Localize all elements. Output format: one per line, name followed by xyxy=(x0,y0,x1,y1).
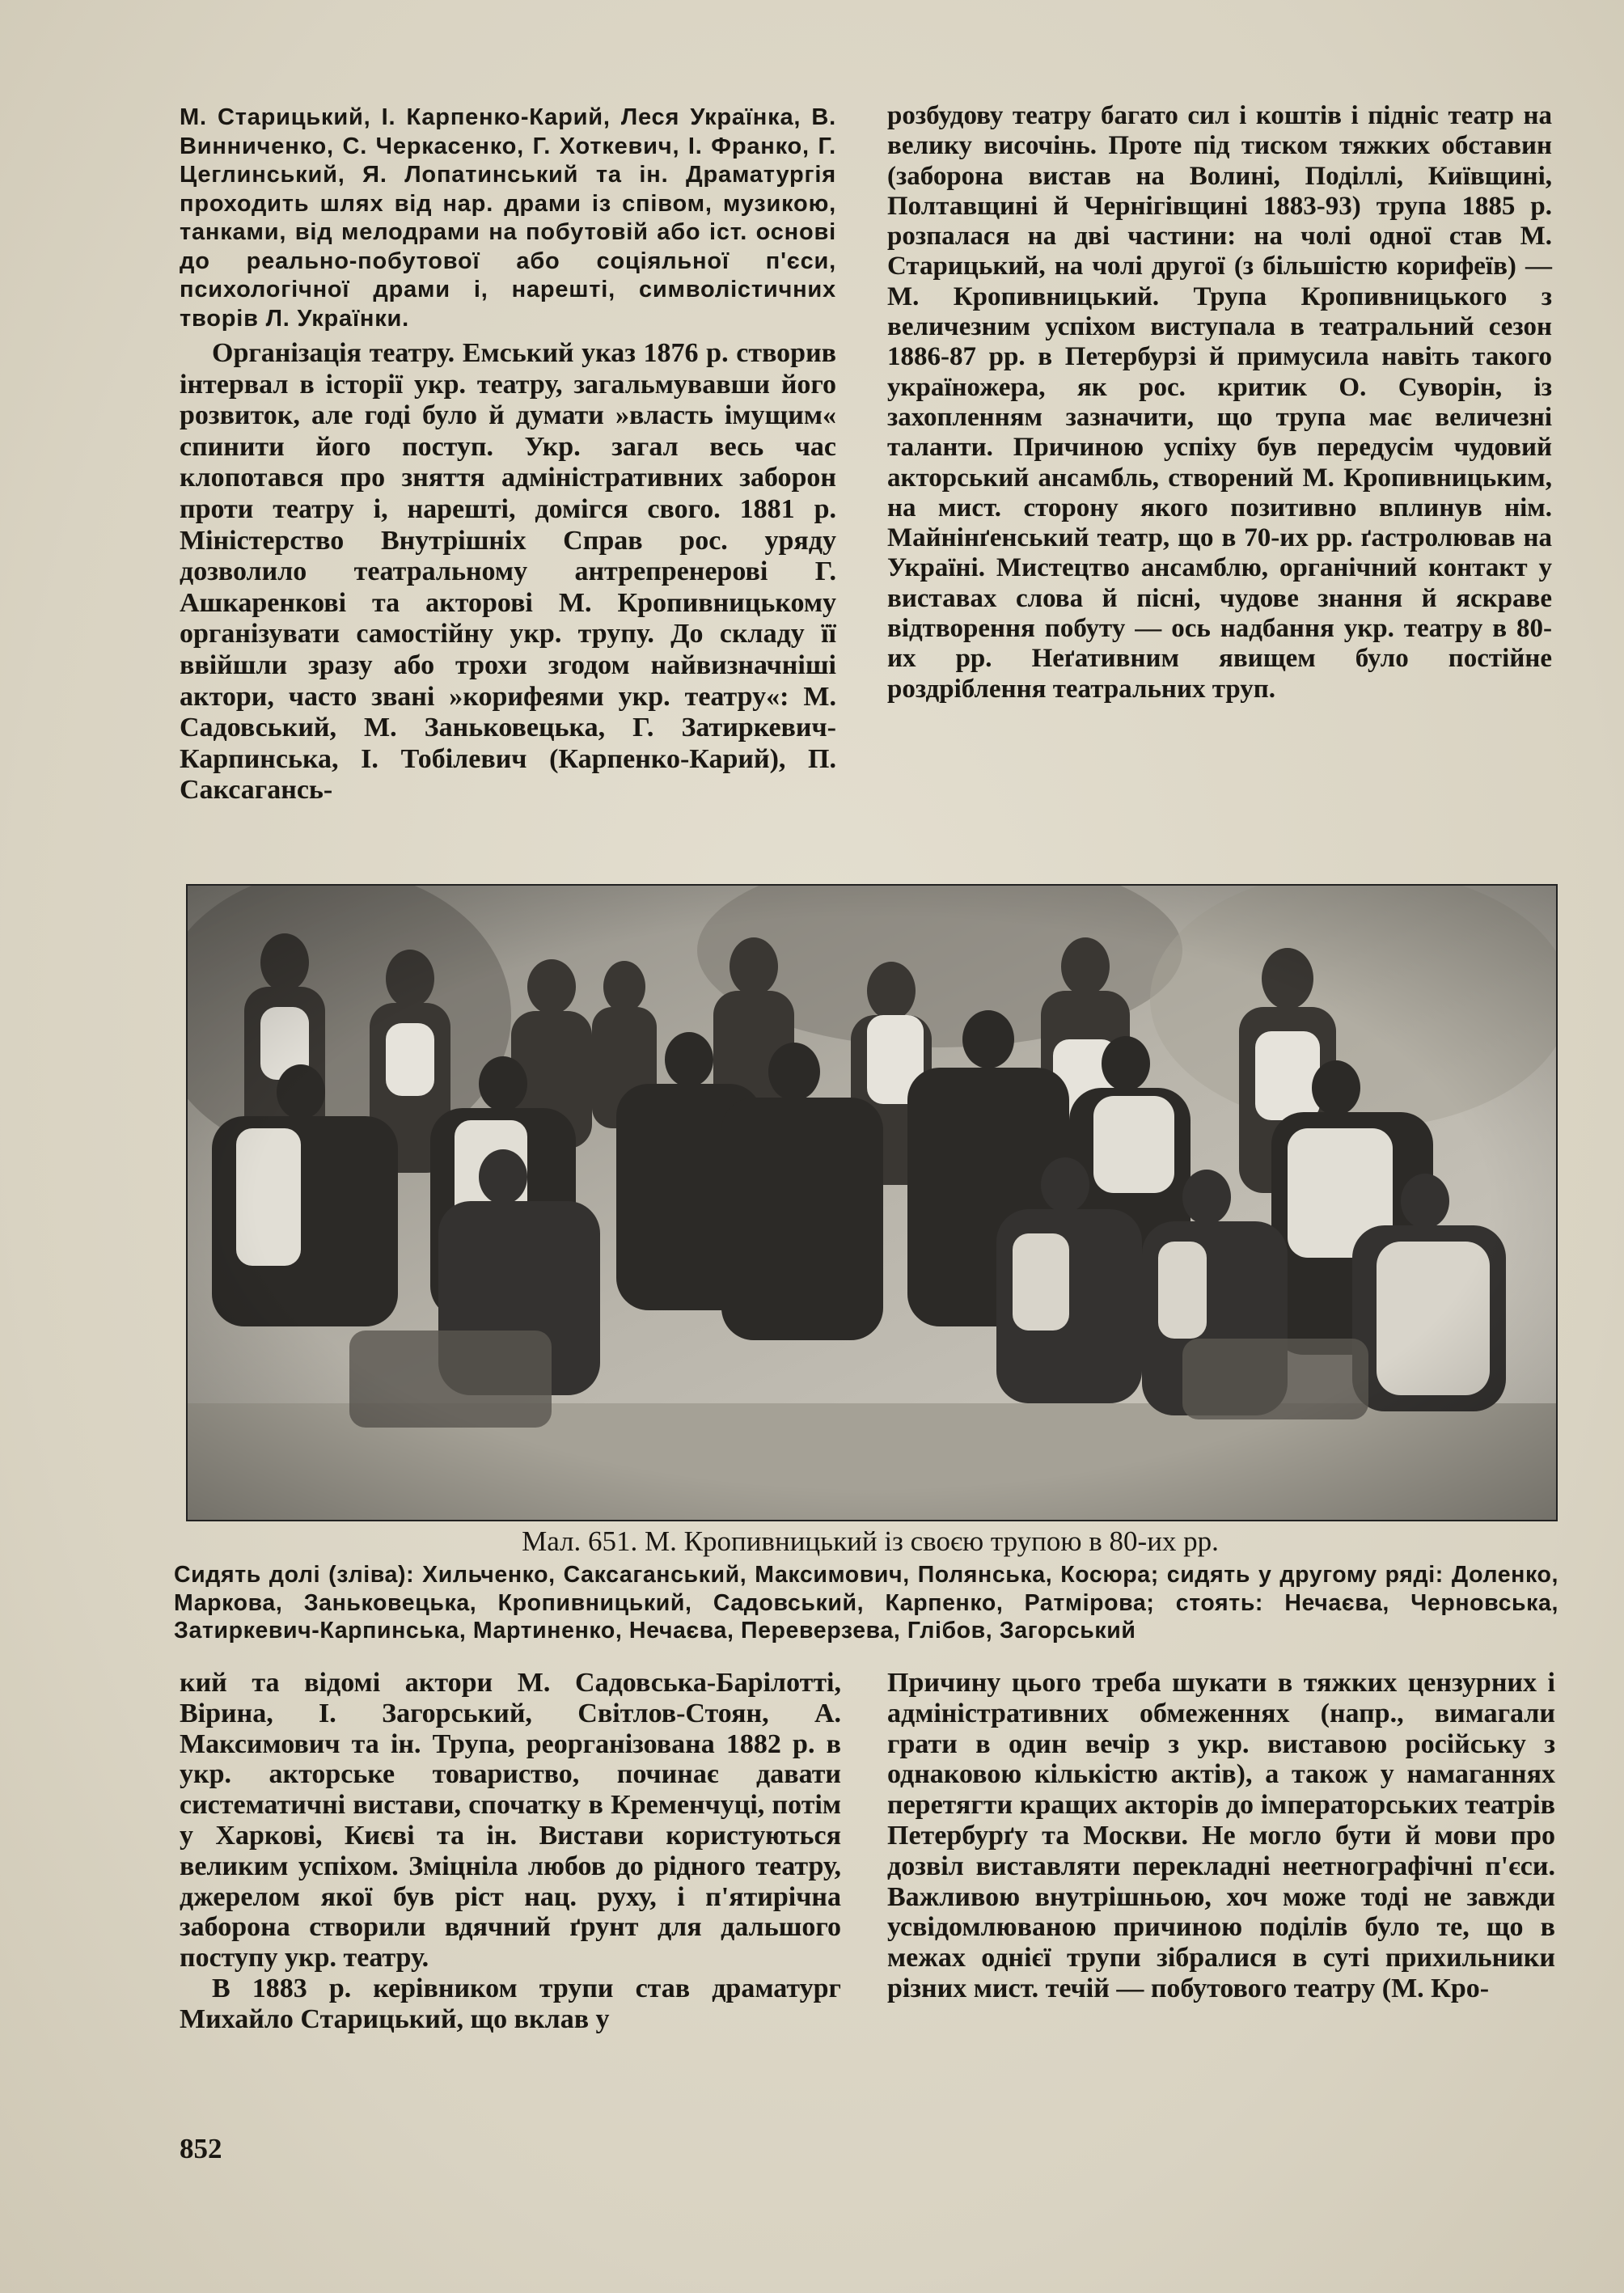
column-bottom-right xyxy=(887,1668,1555,2004)
organization-paragraph xyxy=(180,338,836,806)
column-top-left xyxy=(180,104,836,806)
column-bottom-left xyxy=(180,1668,841,2035)
starytsky-paragraph: В 1883 р. керівником трупи став драматург Михайло Старицький, що вклав у xyxy=(180,1973,841,2034)
page-number: 852 xyxy=(180,2133,222,2164)
column-top-right xyxy=(887,101,1552,704)
causes-paragraph: Причину цього треба шукати в тяжких цензурних і адміністративних обмеженнях (напр., вимагали грати в один вечір з укр. виставою російську з однаковою кількістю актів), а також у намаганнях перетягти кращих акторів до імператорських театрів Петербурґу та Москви. Не могло бути й мови про дозвіл виставляти перекладні неетнографічні п'єси. Важливою внутрішньою, хоч може тоді не завжди усвідомлюваною причиною поділів було те, що в межах однієї трупи зібралися в суті прихильники різних мист. течій — побутового театру (М. Кро- xyxy=(887,1668,1555,2003)
troupe-reorganization-paragraph: кий та відомі актори М. Садовська-Барілотті, Вірина, І. Загорський, Світлов-Стоян, А. Максимович та ін. Трупа, реорганізована 1882 р. в укр. акторське товариство, починає давати систематичні вистави, спочатку в Кременчуці, потім у Харкові, Києві та ін. Вистави користуються великим успіхом. Зміцніла любов до рідного театру, джерелом якої був ріст нац. руху, і п'ятирічна заборона створили вдячний ґрунт для дальшого поступу укр. театру. xyxy=(180,1668,841,1974)
intro-paragraph: М. Старицький, І. Карпенко-Карий, Леся Українка, В. Винниченко, С. Черкасенко, Г. Хоткевич, І. Франко, Г. Цеглинський, Я. Лопатинський та ін. Драматургія проходить шлях від нар. драми із співом, музикою, танками, від мелодрами на побутовій або іст. основі до реально-побутової або соціяльної п'єси, психологічної драми і, нарешті, символістичних творів Л. Українки. xyxy=(180,104,836,332)
section-heading: Організація театру. xyxy=(212,338,455,368)
photo-image xyxy=(188,886,1556,1520)
troupe-paragraph: розбудову театру багато сил і коштів і підніс театр на велику височінь. Проте під тиском тяжких обставин (заборона вистав на Волині, Поділлі, Київщині, Полтавщині й Чернігівщині 1883-93) трупа 1885 р. розпалася на дві частини: на чолі одної став М. Старицький, на чолі другої (з більшістю корифеїв) — М. Кропивницький. Трупа Кропивницького з величезним успіхом виступала в театральний сезон 1886-87 рр. в Петербурзі й примусила навіть такого україножера, як рос. критик О. Суворін, із захопленням зазначити, що трупа має величезні таланти. Причиною успіху був передусім чудовий акторський ансамбль, створений М. Кропивницьким, на мист. сторону якого позитивно вплинув нім. Майнінґенський театр, що в 70-их рр. ґастролював на Україні. Мистецтво ансамблю, органічний контакт у виставах слова й пісні, чудове знання й яскраве відтворення побуту — ось надбання укр. театру в 80-их рр. Неґативним явищем було постійне роздріблення театральних труп. xyxy=(887,101,1552,704)
figure-caption-text: Сидять долі (зліва): Хильченко, Саксаганський, Максимович, Полянська, Косюра; сидять у другому ряді: Доленко, Маркова, Заньковецька, Кропивницький, Садовський, Карпенко, Ратмірова; стоять: Нечаєва, Черновська, Затиркевич-Карпинська, Мартиненко, Нечаєва, Переверзева, Глібов, Загорський xyxy=(174,1562,1558,1644)
troupe-photo xyxy=(186,884,1558,1521)
organization-text: Емський указ 1876 р. створив інтервал в історії укр. театру, загальмувавши його розвиток, але годі було й думати »власть імущим« спинити його поступ. Укр. загал весь час клопотався про зняття адміністративних заборон проти театру і, нарешті, домігся свого. 1881 р. Міністерство Внутрішніх Справ рос. уряду дозволило театральному антрепренерові Г. Ашкаренкові та акторові М. Кропивницькому організувати самостійну укр. трупу. До складу її ввійшли зразу або трохи згодом найвизначніші актори, часто звані »корифеями укр. театру«: М. Садовський, М. Заньковецька, Г. Затиркевич-Карпинська, І. Тобілевич (Карпенко-Карий), П. Саксаганcь- xyxy=(180,338,837,806)
figure-caption-title: Мал. 651. М. Кропивницький із своєю трупою в 80-их рр. xyxy=(522,1525,1219,1557)
